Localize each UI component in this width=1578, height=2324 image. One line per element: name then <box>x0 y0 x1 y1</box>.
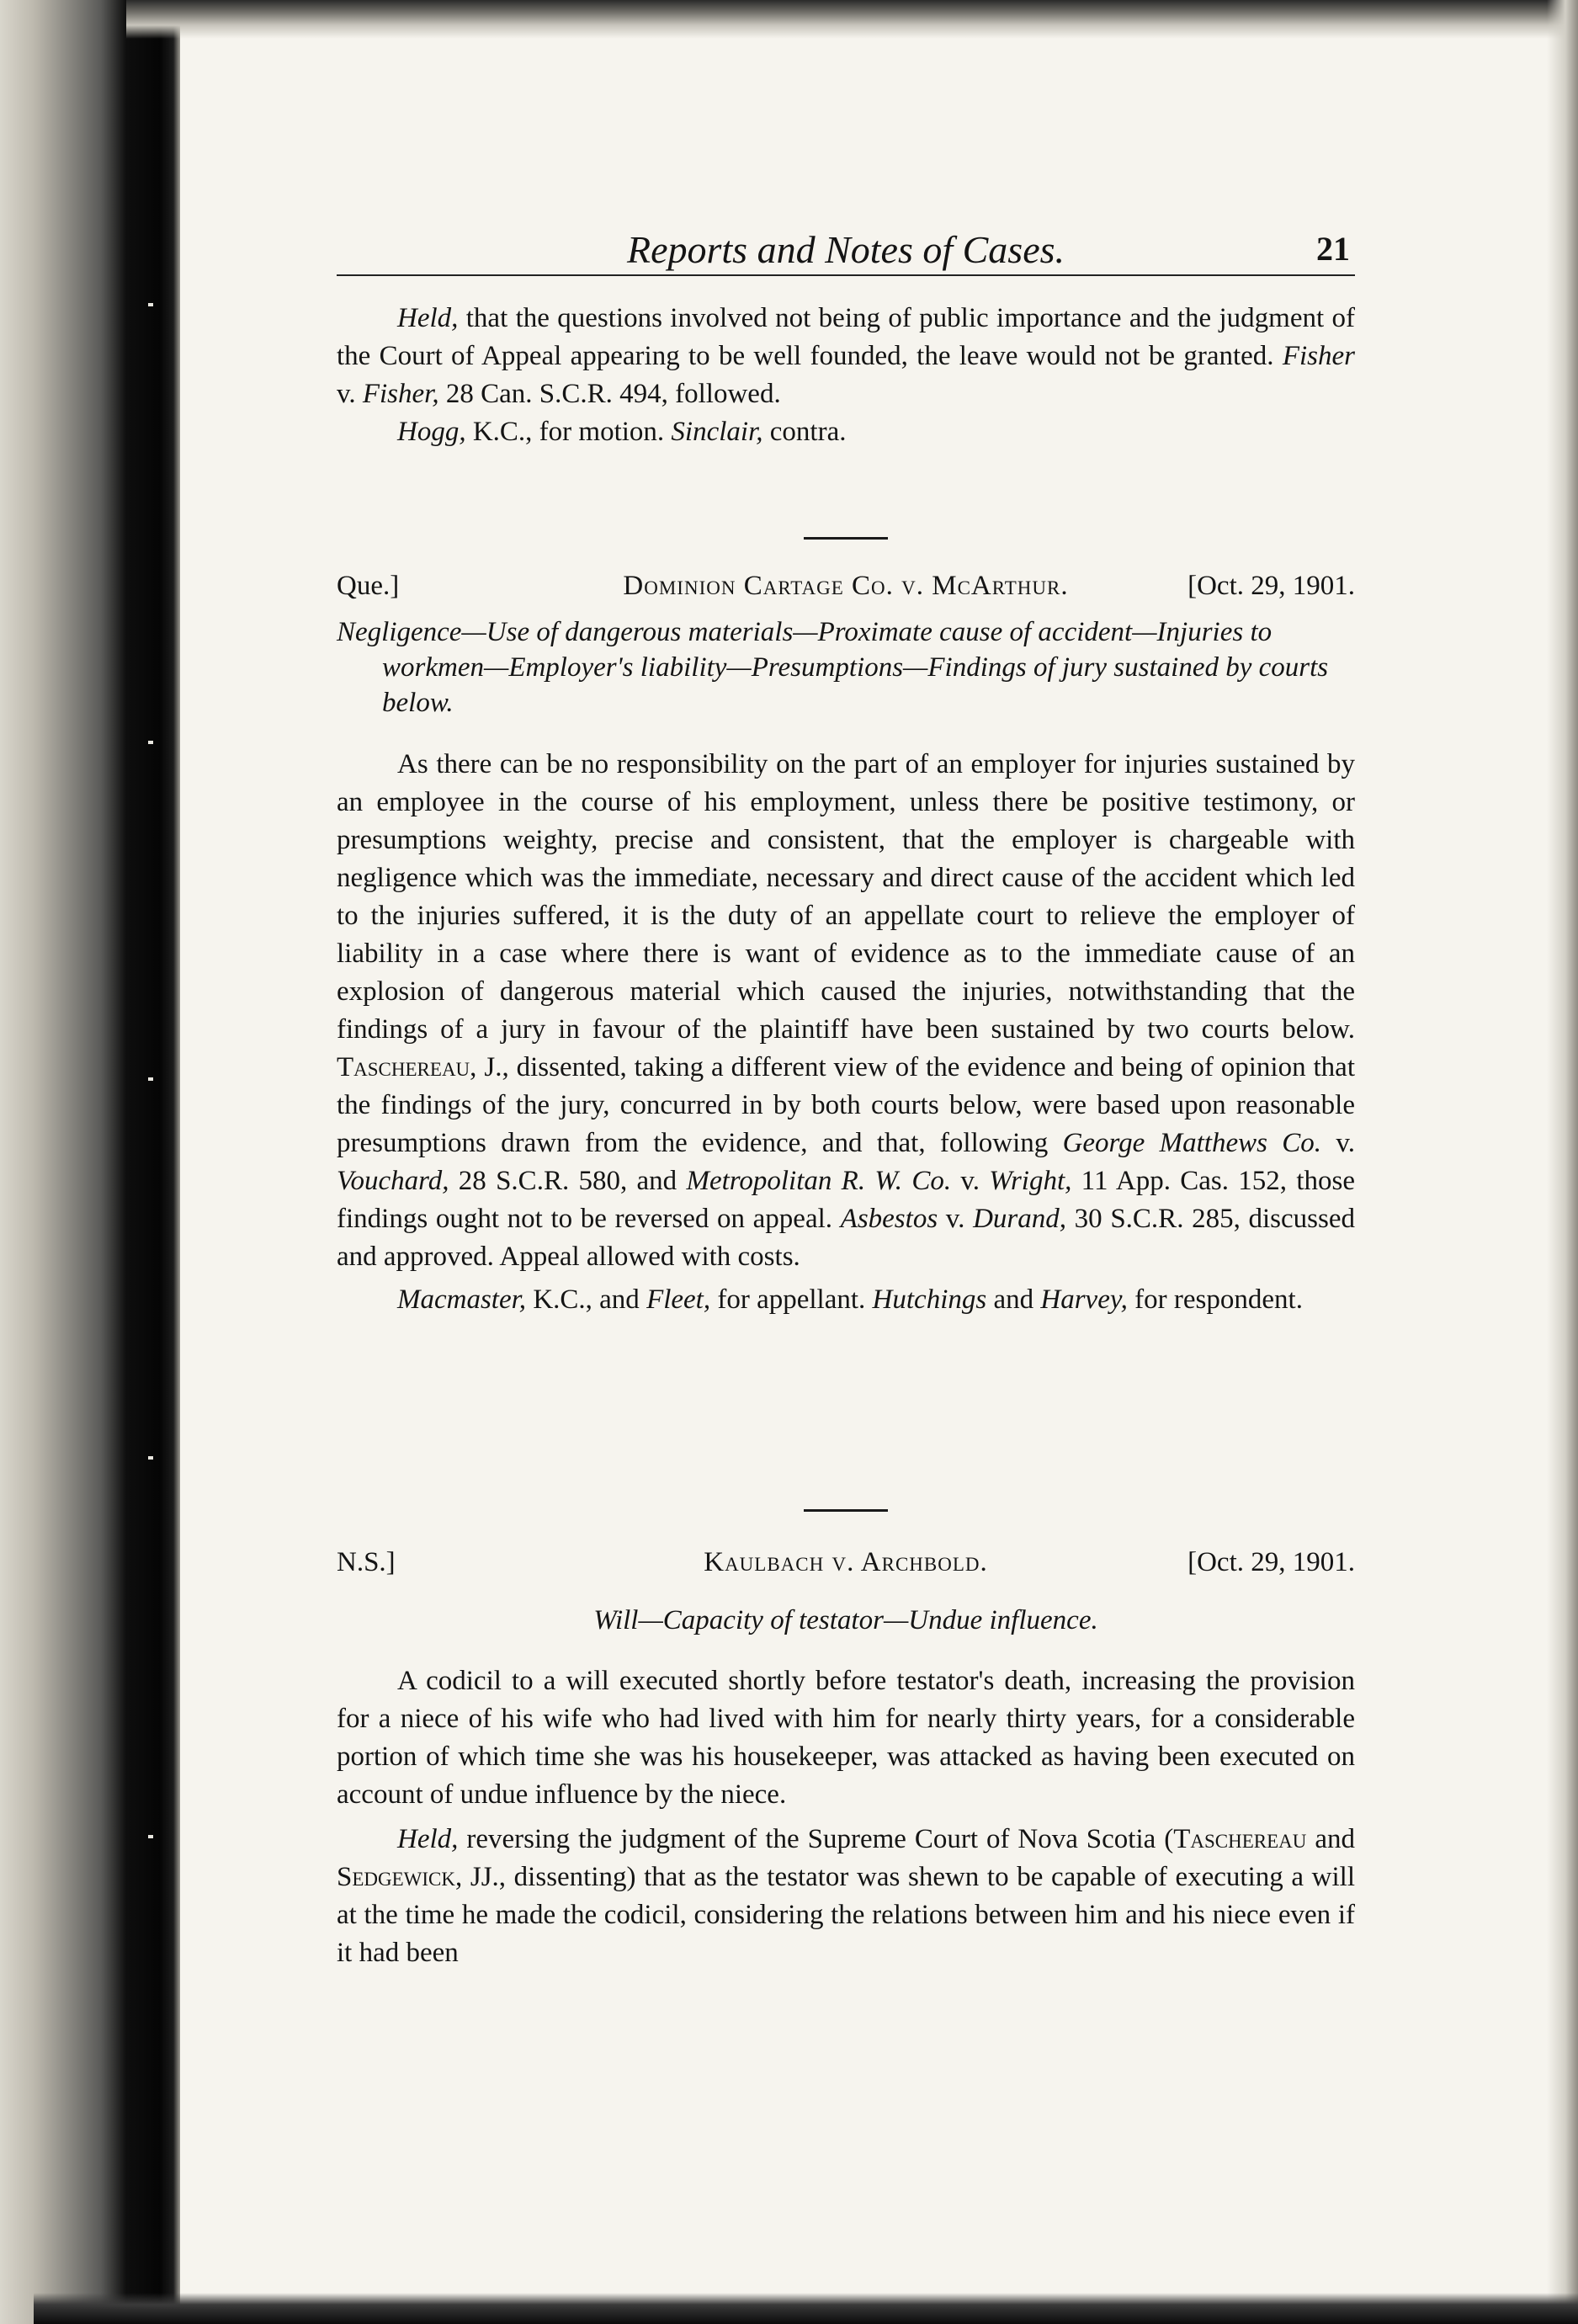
running-title: Reports and Notes of Cases. <box>626 228 1065 271</box>
case-catchwords <box>337 1603 1355 1638</box>
case-body <box>337 746 1355 1319</box>
margin-mark <box>148 1456 153 1460</box>
book-spine-edge <box>0 0 180 2324</box>
scan-bottom-edge <box>34 2293 1578 2324</box>
margin-mark <box>148 1077 153 1081</box>
case-heading <box>337 571 1355 608</box>
held-paragraph: Held, reversing the judgment of the Supreme Court of Nova Scotia (Taschereau and Sedgewick, JJ., dissenting) that as the testator was shewn to be capable of executing a will at the time he made the codicil, considering the relations between him and his niece even if it had been <box>337 1824 1355 1968</box>
section-divider <box>804 1509 888 1512</box>
case-name: Kaulbach v. Archbold. <box>704 1547 988 1577</box>
case-date: [Oct. 29, 1901. <box>1187 1547 1355 1577</box>
margin-mark <box>148 303 153 306</box>
case-body <box>337 1662 1355 1972</box>
case-catchwords <box>337 614 1355 721</box>
headnote-paragraph: As there can be no responsibility on the part of an employer for injuries sustained by an employee in the course of his employment, unless there be positive testimony, or presumptions weighty, precise and consistent, that the employer is chargeable with negligence which was the immediate, necessary and direct cause of the accident which led to the injuries suffered, it is the duty of an appellate court to relieve the employer of liability in a case where there is want of evidence as to the immediate cause of an explosion of dangerous material which caused the injuries, notwithstanding that the findings of a jury in favour of the plaintiff have been sustained by two courts below. Taschereau, J., dissented, taking a different view of the evidence and being of opinion that the findings of the jury, concurred in by both courts below, were based upon reasonable presumptions drawn from the evidence, and that, following George Matthews Co. v. Vouchard, 28 S.C.R. 580, and Metropolitan R. W. Co. v. Wright, 11 App. Cas. 152, those findings ought not to be reversed on appeal. Asbestos v. Durand, 30 S.C.R. 285, discussed and approved. Appeal allowed with costs. <box>337 749 1355 1272</box>
counsel-line: Hogg, K.C., for motion. Sinclair, contra. <box>397 417 847 447</box>
section-divider <box>804 537 888 540</box>
headnote-paragraph: A codicil to a will executed shortly before testator's death, increasing the provision for a niece of his wife who had lived with him for nearly thirty years, for a considerable portion of which time she was his housekeeper, was attacked as having been executed on account of undue influence by the niece. <box>337 1666 1355 1810</box>
case-province: N.S.] <box>337 1547 396 1577</box>
catchwords: Negligence—Use of dangerous materials—Proximate cause of accident—Injuries to workmen—Employer's liability—Presumptions—Findings of jury sustained by courts below. <box>337 617 1329 718</box>
case-heading <box>337 1547 1355 1584</box>
scan-top-edge <box>126 0 1578 39</box>
case-date: [Oct. 29, 1901. <box>1187 571 1355 601</box>
margin-mark <box>148 741 153 744</box>
case-continuation <box>337 300 1355 451</box>
margin-mark <box>148 1835 153 1838</box>
case-name: Dominion Cartage Co. v. McArthur. <box>623 571 1069 601</box>
held-paragraph: Held, that the questions involved not being of public importance and the judgment of the Court of Appeal appearing to be well founded, the leave would not be granted. Fisher v. Fisher, 28 Can. S.C.R. 494, followed. <box>337 303 1355 409</box>
counsel-line: Macmaster, K.C., and Fleet, for appellant. Hutchings and Harvey, for respondent. <box>397 1284 1303 1315</box>
catchwords: Will—Capacity of testator—Undue influence. <box>593 1605 1098 1635</box>
page-number: 21 <box>1316 230 1350 268</box>
running-head <box>337 224 1355 276</box>
case-province: Que.] <box>337 571 400 601</box>
scan-right-edge <box>1547 0 1578 2324</box>
